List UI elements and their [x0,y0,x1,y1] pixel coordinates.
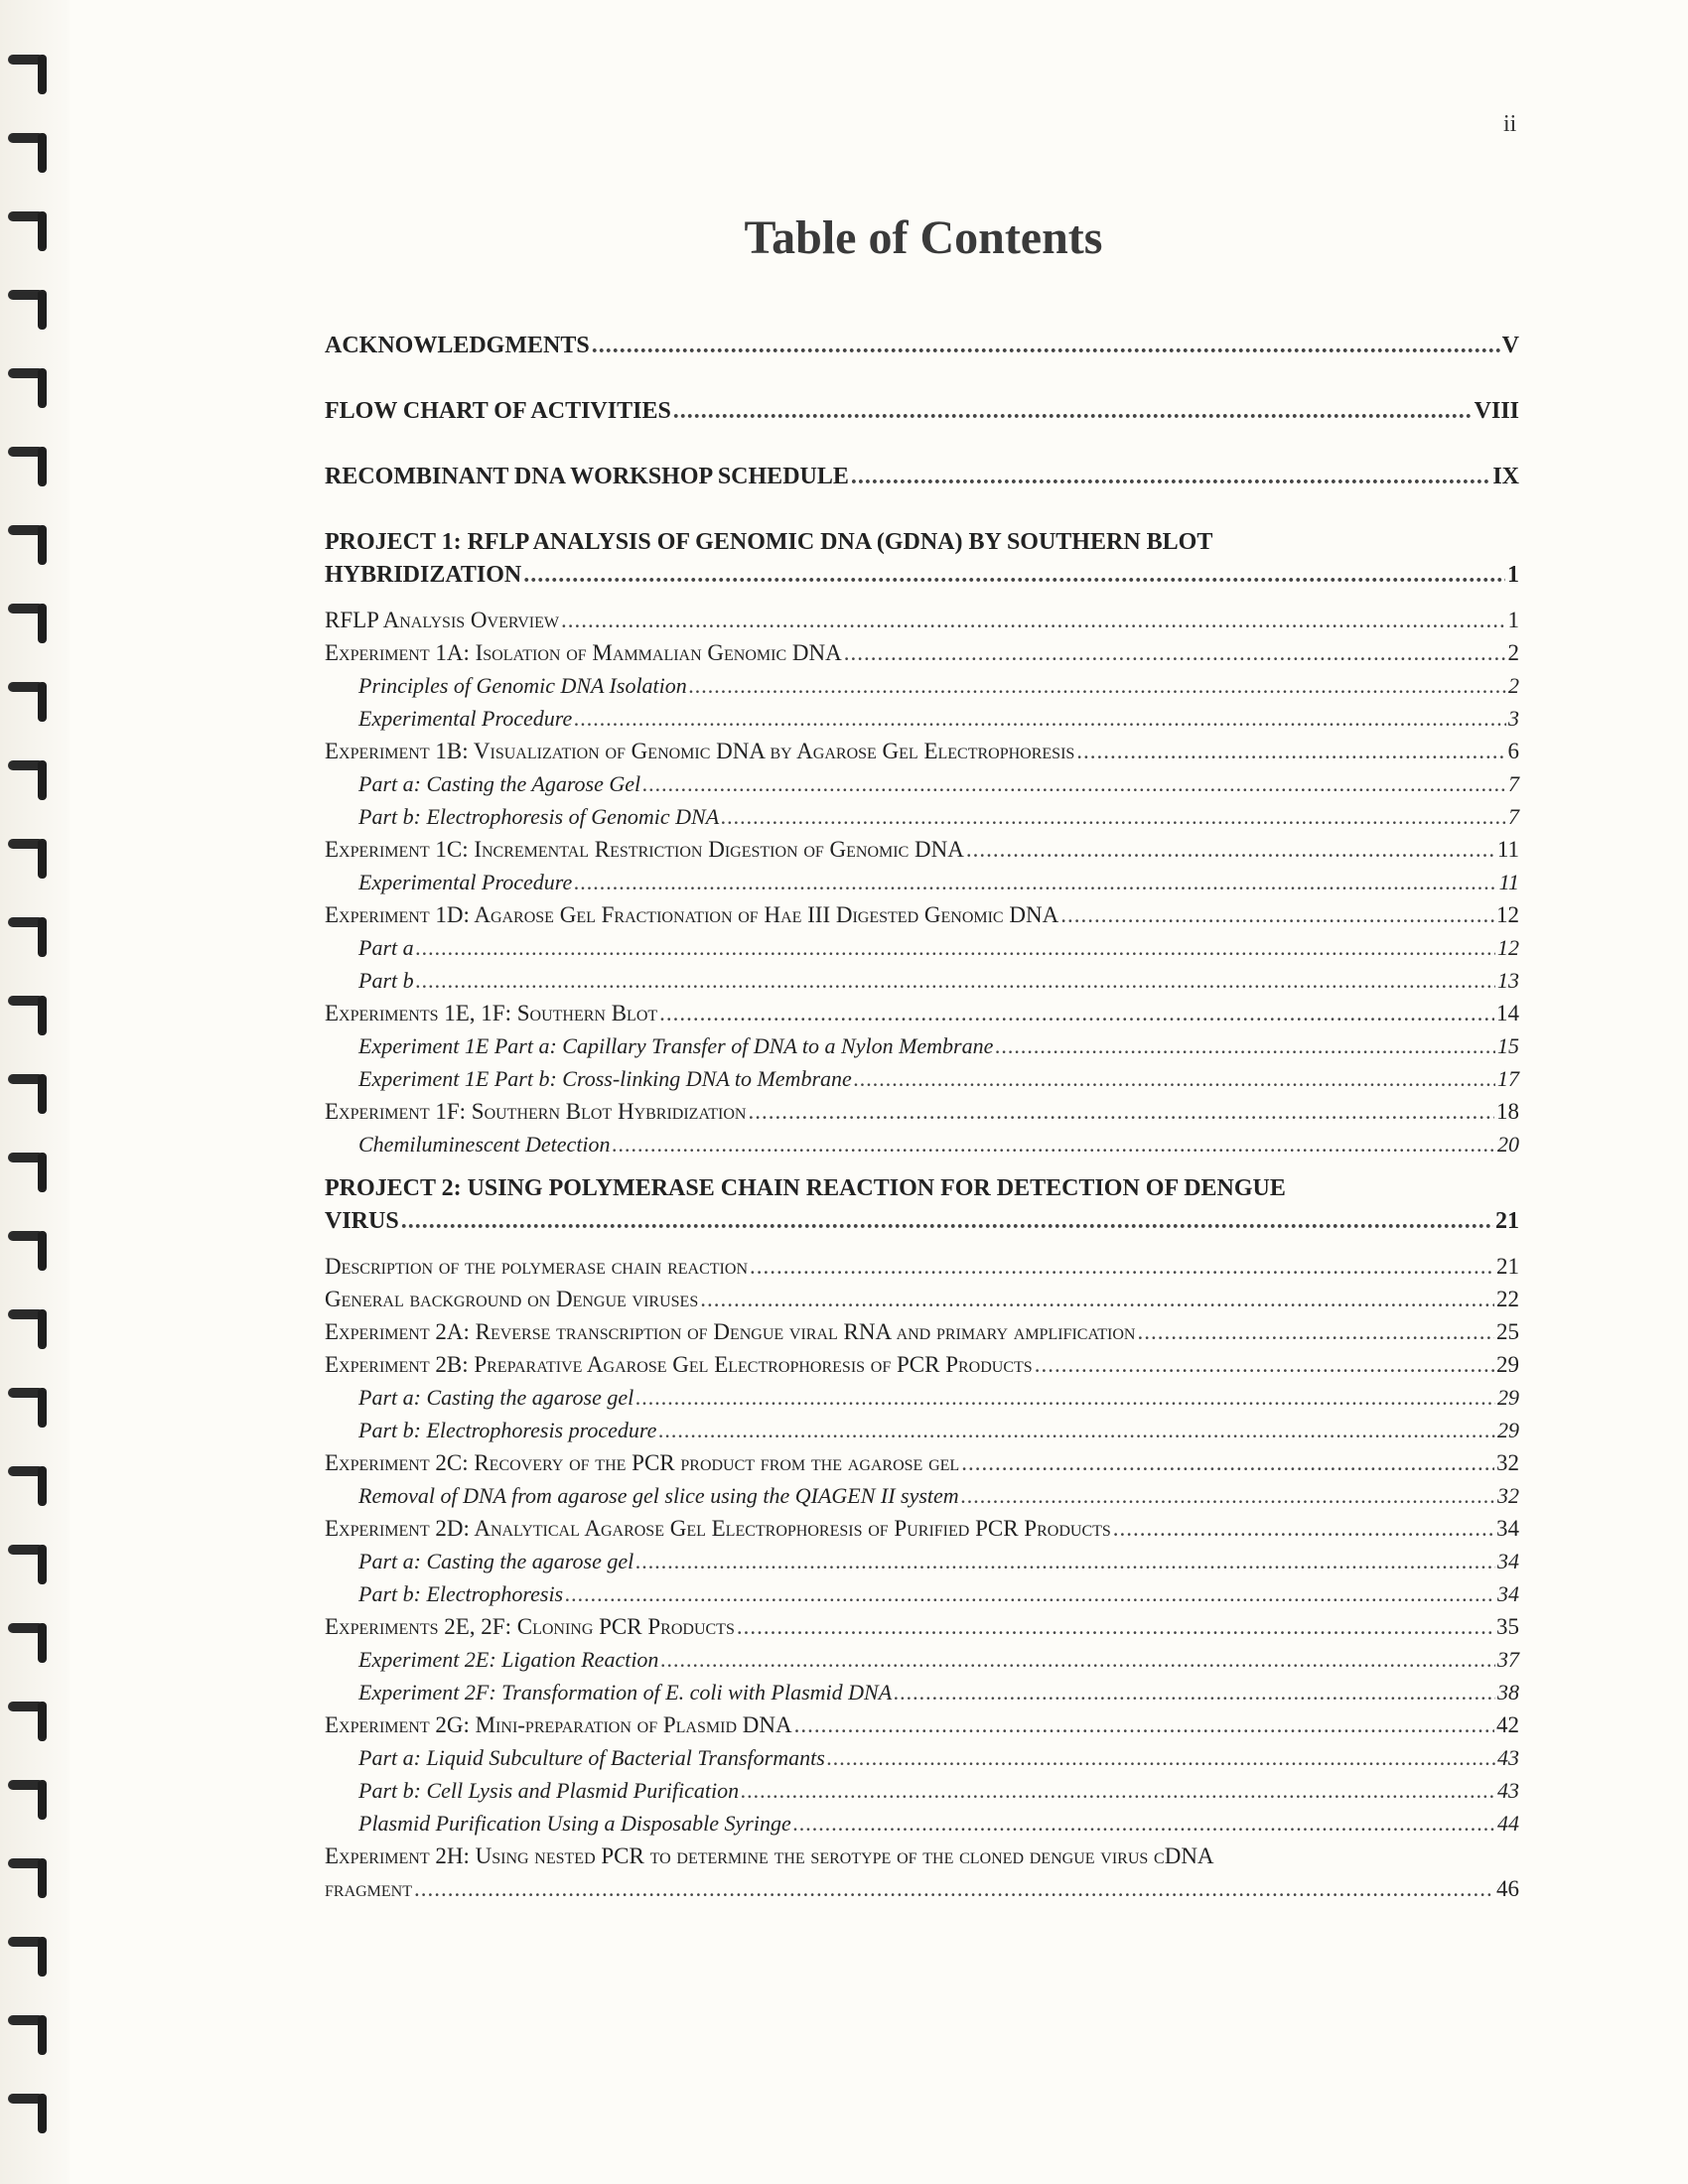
toc-entry-page: 1 [1507,608,1519,632]
dot-leader [635,1381,1495,1414]
toc-entry-label: Experiment 1F: Southern Blot Hybridization [325,1099,747,1124]
dot-leader [574,866,1496,898]
dot-leader [854,1062,1495,1095]
toc-entry-label: Experiment 1A: Isolation of Mammalian Genomic DNA [325,640,842,665]
toc-entry [325,931,1519,964]
toc-entry-label: Part b: Electrophoresis procedure [358,1418,657,1442]
toc-entry-page: 15 [1497,1033,1519,1058]
toc-entry-page: 7 [1508,771,1519,796]
toc-entry-label: Experiment 2B: Preparative Agarose Gel Electrophoresis of PCR Products [325,1352,1033,1377]
toc-entry-label: fragment [325,1876,413,1901]
toc-entry [325,1676,1519,1708]
toc-entry-label: Experiment 2D: Analytical Agarose Gel Electrophoresis of Purified PCR Products [325,1516,1111,1541]
dot-leader [1113,1512,1494,1545]
toc-entry-page: V [1501,333,1519,358]
binding-coil [8,1780,46,1820]
toc-entry-page: 29 [1496,1352,1519,1377]
toc-entry [325,898,1519,931]
binding-coil [8,682,46,722]
toc-entry-label: Plasmid Purification Using a Disposable Syringe [358,1811,791,1836]
binding-coil [8,760,46,800]
toc-entry-page: 34 [1496,1516,1519,1541]
dot-leader [1060,898,1494,931]
dot-leader [748,1095,1494,1128]
binding-coil [8,2015,46,2055]
dot-leader [416,964,1495,997]
toc-entry-page: 20 [1497,1132,1519,1157]
project-2-entries [325,1250,1519,1840]
dot-leader [794,1708,1494,1741]
toc-entry-label: Experiment 2C: Recovery of the PCR product from the agarose gel [325,1450,960,1475]
dot-leader [844,636,1506,669]
toc-entry-page: VIII [1474,398,1519,424]
toc-entry [325,997,1519,1029]
toc-entry-page: 43 [1497,1745,1519,1770]
toc-entry-label: General background on Dengue viruses [325,1287,699,1311]
toc-entry [325,1708,1519,1741]
toc-entry-page: 13 [1497,968,1519,993]
toc-entry-page: 21 [1495,1208,1519,1234]
binding-coil [8,839,46,879]
binding-coil [8,1545,46,1584]
toc-entry [325,1643,1519,1676]
dot-leader [561,604,1505,636]
dot-leader [721,800,1506,833]
binding-coil [8,368,46,408]
spiral-binding [0,0,70,2184]
toc-entry [325,1414,1519,1446]
toc-entry-label: VIRUS [325,1208,399,1234]
toc-entry-page: 25 [1496,1319,1519,1344]
toc-entry [325,1577,1519,1610]
binding-coil [8,1153,46,1192]
dot-leader [574,702,1506,735]
toc-entry [325,1128,1519,1160]
project-1-title-line1: PROJECT 1: RFLP ANALYSIS OF GENOMIC DNA (GDNA) BY SOUTHERN BLOT [325,529,1213,555]
toc-entry-page: IX [1492,464,1519,489]
binding-coil [8,1702,46,1741]
toc-entry-label: Part b: Electrophoresis of Genomic DNA [358,804,720,829]
toc-entry-label: FLOW CHART OF ACTIVITIES [325,398,671,424]
toc-entry [325,735,1519,767]
toc-entry-label: RFLP Analysis Overview [325,608,560,632]
toc-entry-label: Removal of DNA from agarose gel slice using the QIAGEN II system [358,1483,959,1508]
dot-leader [642,767,1506,800]
dot-leader [673,395,1473,428]
toc-entry [325,767,1519,800]
toc-entry [325,1029,1519,1062]
dot-leader [793,1807,1495,1840]
toc-entry-page: 34 [1497,1581,1519,1606]
toc-entry [325,1610,1519,1643]
toc-entry [325,1315,1519,1348]
binding-coil [8,55,46,94]
dot-leader [961,1446,1494,1479]
dot-leader [961,1479,1495,1512]
dot-leader [659,997,1494,1029]
toc-entry-page: 44 [1497,1811,1519,1836]
dot-leader [401,1205,1493,1238]
project-1-title-line2 [325,559,1519,592]
toc-entry-page: 3 [1508,706,1519,731]
toc-entry [325,1283,1519,1315]
toc-entry-label: Experimental Procedure [358,706,573,731]
page-title: Table of Contents [744,211,1103,264]
binding-coil [8,290,46,330]
dot-leader [851,461,1490,493]
toc-entry-label: Experiment 1B: Visualization of Genomic DNA by Agarose Gel Electrophoresis [325,739,1075,763]
binding-coil [8,1466,46,1506]
toc-entry [325,702,1519,735]
binding-coil [8,133,46,173]
toc-entry [325,1741,1519,1774]
toc-entry-page: 21 [1496,1254,1519,1279]
binding-coil [8,604,46,643]
toc-entry-acknowledgments [325,330,1519,362]
toc-entry-label: Experiment 1E Part a: Capillary Transfer of DNA to a Nylon Membrane [358,1033,994,1058]
project-1-heading [325,526,1519,592]
toc-entry-page: 2 [1507,640,1519,665]
toc-entry-page: 46 [1496,1876,1519,1901]
toc-entry-page: 6 [1507,739,1519,763]
dot-leader [658,1414,1495,1446]
toc-entry-label: Experiments 1E, 1F: Southern Blot [325,1001,658,1025]
toc-entry-label: Part a [358,935,414,960]
toc-entry-label: Experiment 2G: Mini-preparation of Plasmid DNA [325,1712,792,1737]
toc-entry-label: Experiment 2A: Reverse transcription of Dengue viral RNA and primary amplification [325,1319,1136,1344]
dot-leader [1137,1315,1494,1348]
project-1-entries [325,604,1519,1160]
toc-entry [325,1250,1519,1283]
dot-leader [660,1643,1495,1676]
dot-leader [689,669,1506,702]
toc-entry-page: 11 [1496,837,1519,862]
toc-entry-label: Experiment 1C: Incremental Restriction Digestion of Genomic DNA [325,837,964,862]
toc-entry-label-line1: Experiment 2H: Using nested PCR to determine the serotype of the cloned dengue virus cDNA [325,1843,1214,1868]
toc-entry-page: 43 [1497,1778,1519,1803]
toc-entry-page: 12 [1497,935,1519,960]
binding-coil [8,447,46,486]
toc-entry-page: 37 [1497,1647,1519,1672]
toc-entry-page: 12 [1496,902,1519,927]
toc-entry-page: 2 [1508,673,1519,698]
toc-entry [325,636,1519,669]
toc-entry-flow-chart [325,395,1519,428]
toc-entry-label: Experiment 2E: Ligation Reaction [358,1647,659,1672]
toc-entry [325,866,1519,898]
toc-entry [325,1512,1519,1545]
toc-entry-page: 29 [1497,1418,1519,1442]
toc-entry [325,604,1519,636]
toc-entry-page: 42 [1496,1712,1519,1737]
project-2-title-line1: PROJECT 2: USING POLYMERASE CHAIN REACTION FOR DETECTION OF DENGUE [325,1175,1286,1201]
dot-leader [523,559,1505,592]
toc-entry [325,1062,1519,1095]
toc-entry-page: 32 [1496,1450,1519,1475]
binding-coil [8,2094,46,2133]
toc-entry [325,1381,1519,1414]
toc-entry-page: 18 [1496,1099,1519,1124]
toc-entry-page: 32 [1497,1483,1519,1508]
toc-entry-label: Experimental Procedure [358,870,573,894]
project-2-heading [325,1172,1519,1238]
dot-leader [827,1741,1495,1774]
toc-entry [325,1348,1519,1381]
binding-coil [8,917,46,957]
toc-entry-label: Part b [358,968,414,993]
toc-entry-label: RECOMBINANT DNA WORKSHOP SCHEDULE [325,464,849,489]
binding-coil [8,996,46,1035]
toc-entry [325,1774,1519,1807]
toc-entry-experiment-2h [325,1840,1519,1905]
toc-entry-label: Experiment 1D: Agarose Gel Fractionation of Hae III Digested Genomic DNA [325,902,1059,927]
dot-leader [737,1610,1494,1643]
toc-entry-label: Part a: Casting the agarose gel [358,1385,634,1410]
toc-entry-page: 14 [1496,1001,1519,1025]
binding-coil [8,1231,46,1271]
toc-entry-label: Experiment 2F: Transformation of E. coli with Plasmid DNA [358,1680,893,1705]
toc-entry-page: 34 [1497,1549,1519,1573]
binding-coil [8,1937,46,1977]
toc-entry-page: 35 [1496,1614,1519,1639]
dot-leader [1076,735,1505,767]
dot-leader [565,1577,1495,1610]
dot-leader [592,330,1500,362]
toc-entry-label: Part b: Cell Lysis and Plasmid Purification [358,1778,740,1803]
dot-leader [613,1128,1495,1160]
toc-entry-page: 1 [1507,562,1519,588]
table-of-contents [325,330,1519,1905]
binding-coil [8,1858,46,1898]
toc-entry-label: ACKNOWLEDGMENTS [325,333,590,358]
dot-leader [414,1872,1494,1905]
binding-coil [8,525,46,565]
toc-entry-page: 29 [1497,1385,1519,1410]
toc-entry-label: Part b: Electrophoresis [358,1581,564,1606]
toc-entry-label: Part a: Liquid Subculture of Bacterial Transformants [358,1745,825,1770]
toc-entry-label: Experiments 2E, 2F: Cloning PCR Products [325,1614,735,1639]
dot-leader [700,1283,1494,1315]
toc-entry [325,833,1519,866]
toc-entry-label: Chemiluminescent Detection [358,1132,611,1157]
binding-coil [8,1623,46,1663]
toc-entry [325,1446,1519,1479]
toc-entry-label: HYBRIDIZATION [325,562,522,588]
toc-entry-page: 17 [1497,1066,1519,1091]
toc-entry-label: Part a: Casting the Agarose Gel [358,771,641,796]
toc-entry-page: 22 [1496,1287,1519,1311]
toc-entry-label: Part a: Casting the agarose gel [358,1549,634,1573]
project-2-title-line2 [325,1205,1519,1238]
page-number: ii [1503,111,1517,137]
toc-entry-label: Experiment 1E Part b: Cross-linking DNA to Membrane [358,1066,852,1091]
toc-entry-label: Principles of Genomic DNA Isolation [358,673,687,698]
dot-leader [1035,1348,1494,1381]
toc-entry-line2 [325,1872,1519,1905]
dot-leader [995,1029,1495,1062]
dot-leader [966,833,1495,866]
toc-entry [325,669,1519,702]
toc-entry-page: 11 [1498,870,1519,894]
dot-leader [741,1774,1495,1807]
binding-coil [8,1074,46,1114]
toc-entry-schedule [325,461,1519,493]
toc-entry [325,964,1519,997]
toc-entry [325,800,1519,833]
toc-entry [325,1545,1519,1577]
binding-coil [8,1309,46,1349]
dot-leader [635,1545,1495,1577]
binding-coil [8,1388,46,1428]
toc-entry-label: Description of the polymerase chain reaction [325,1254,748,1279]
toc-entry-page: 38 [1497,1680,1519,1705]
toc-entry [325,1095,1519,1128]
toc-entry [325,1807,1519,1840]
toc-entry [325,1479,1519,1512]
dot-leader [750,1250,1494,1283]
dot-leader [416,931,1495,964]
dot-leader [894,1676,1495,1708]
toc-entry-page: 7 [1508,804,1519,829]
